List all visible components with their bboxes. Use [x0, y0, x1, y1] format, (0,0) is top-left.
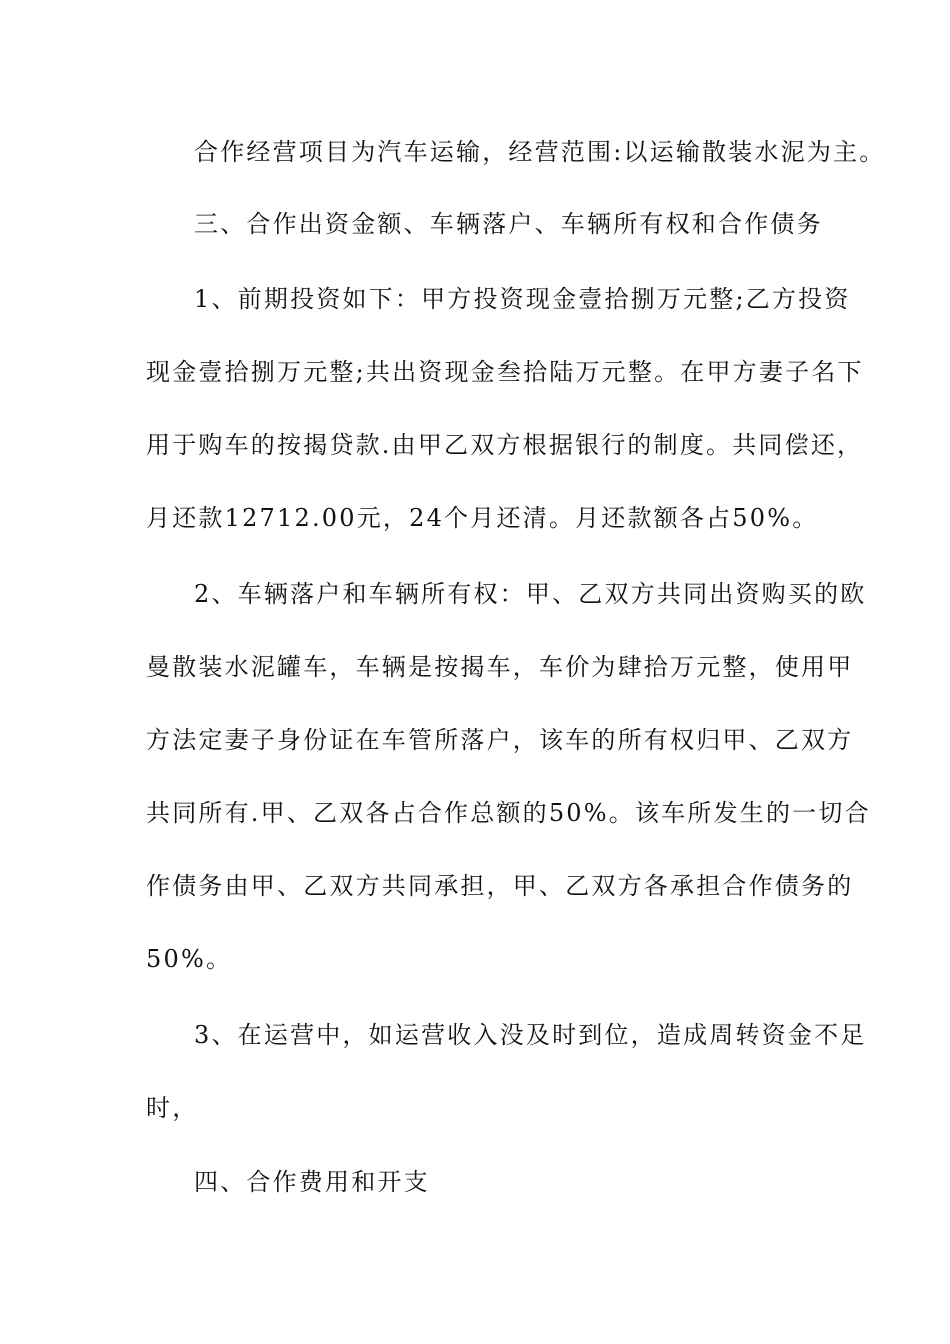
- clause-2-line-4: 共同所有.甲、乙双各占合作总额的50%。该车所发生的一切合: [146, 799, 871, 827]
- clause-3-line-1: 3、在运营中，如运营收入没及时到位，造成周转资金不足: [194, 1021, 867, 1049]
- clause-2-line-2: 曼散装水泥罐车，车辆是按揭车，车价为肆拾万元整，使用甲: [146, 653, 854, 681]
- section-heading-4: 四、合作费用和开支: [194, 1168, 430, 1196]
- clause-1-line-3: 用于购车的按揭贷款.由甲乙双方根据银行的制度。共同偿还，: [146, 431, 864, 459]
- paragraph-business-scope: 合作经营项目为汽车运输，经营范围:以运输散装水泥为主。: [194, 138, 886, 166]
- clause-2-line-6: 50%。: [146, 945, 233, 973]
- section-heading-3: 三、合作出资金额、车辆落户、车辆所有权和合作债务: [194, 210, 823, 238]
- clause-2-line-1: 2、车辆落户和车辆所有权：甲、乙双方共同出资购买的欧: [194, 580, 867, 608]
- clause-2-line-3: 方法定妻子身份证在车管所落户，该车的所有权归甲、乙双方: [146, 726, 854, 754]
- clause-1-line-1: 1、前期投资如下：甲方投资现金壹拾捌万元整;乙方投资: [194, 285, 851, 313]
- clause-2-line-5: 作债务由甲、乙双方共同承担，甲、乙双方各承担合作债务的: [146, 872, 854, 900]
- clause-3-line-2: 时，: [146, 1094, 199, 1122]
- clause-1-line-2: 现金壹拾捌万元整;共出资现金叁拾陆万元整。在甲方妻子名下: [146, 358, 864, 386]
- clause-1-line-4: 月还款12712.00元，24个月还清。月还款额各占50%。: [146, 504, 819, 532]
